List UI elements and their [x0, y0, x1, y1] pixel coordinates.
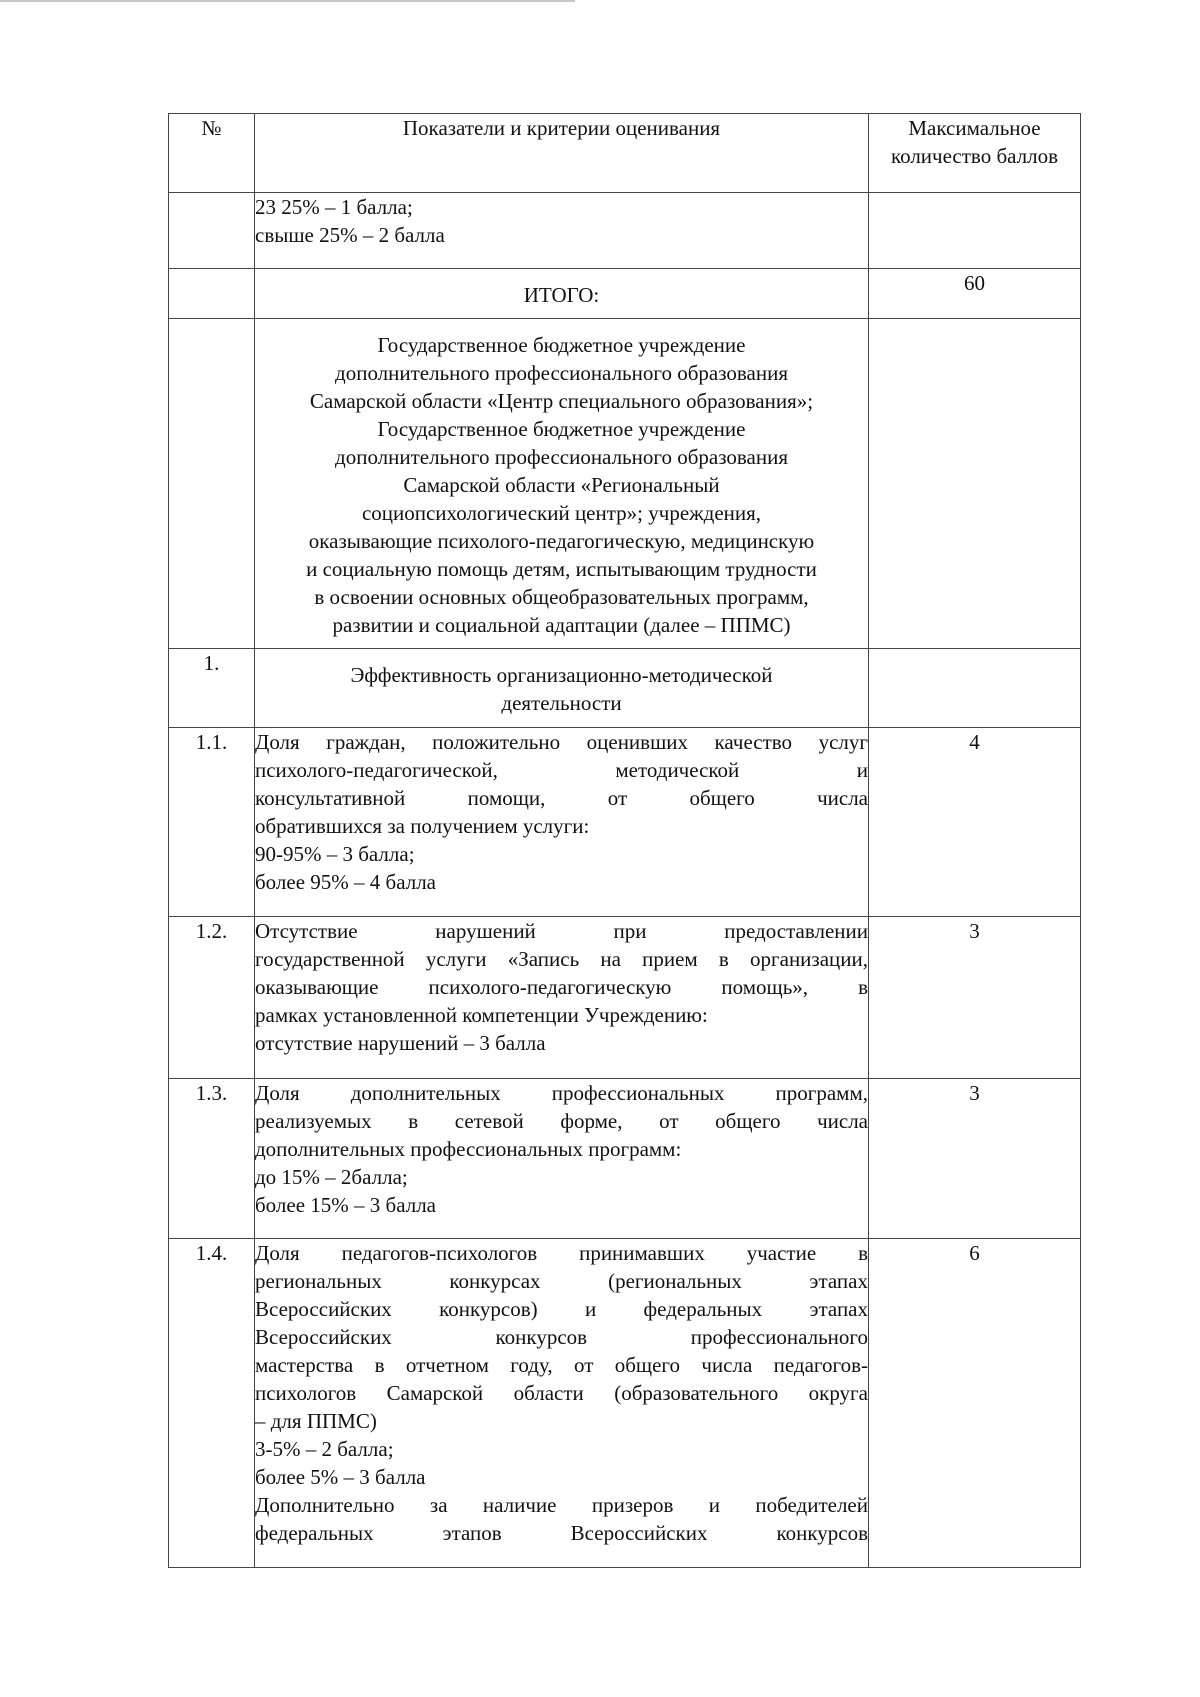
row-max [869, 319, 1081, 649]
row-max: 3 [869, 1079, 1081, 1239]
row-criteria [255, 1239, 869, 1568]
table-row [169, 917, 1081, 1079]
criteria-line: свыше 25% – 2 балла [255, 223, 445, 247]
criteria-line: Эффективность организационно-методической [350, 663, 773, 687]
criteria-line: – для ППМС) [255, 1409, 377, 1433]
criteria-line: отсутствие нарушений – 3 балла [255, 1031, 546, 1055]
table-header-row [169, 114, 1081, 193]
criteria-line: Отсутствие нарушений при предоставлении [255, 919, 868, 943]
row-num [169, 269, 255, 319]
criteria-line: Дополнительно за наличие призеров и победителей [255, 1493, 868, 1517]
section-line: и социальную помощь детям, испытывающим трудности [306, 557, 817, 581]
row-num [169, 319, 255, 649]
header-criteria [255, 114, 869, 193]
header-max [869, 114, 1081, 193]
section-line: Самарской области «Региональный [403, 473, 720, 497]
section-line: Государственное бюджетное учреждение [377, 333, 746, 357]
criteria-line: 90-95% – 3 балла; [255, 842, 415, 866]
criteria-table [168, 113, 1081, 1568]
section-line: Государственное бюджетное учреждение [377, 417, 746, 441]
total-label: ИТОГО: [523, 283, 600, 307]
row-criteria [255, 1079, 869, 1239]
criteria-line: психолого-педагогической, методической и [255, 758, 868, 782]
row-max [869, 193, 1081, 269]
table-row-section [169, 319, 1081, 649]
row-num: 1.4. [169, 1239, 255, 1568]
criteria-line: Доля граждан, положительно оценивших качество услуг [255, 730, 868, 754]
header-num [169, 114, 255, 193]
header-criteria-text: Показатели и критерии оценивания [402, 116, 721, 140]
criteria-line: деятельности [501, 691, 622, 715]
row-criteria [255, 193, 869, 269]
table-row-total [169, 269, 1081, 319]
criteria-line: до 15% – 2балла; [255, 1165, 408, 1189]
row-max [869, 649, 1081, 728]
criteria-line: Всероссийских конкурсов профессионального [255, 1325, 868, 1349]
row-criteria [255, 319, 869, 649]
header-num-text: № [201, 116, 222, 140]
section-line: дополнительного профессионального образования [335, 361, 788, 385]
section-line: Самарской области «Центр специального образования»; [309, 389, 814, 413]
table-row [169, 1079, 1081, 1239]
row-num: 1. [169, 649, 255, 728]
table-row [169, 1239, 1081, 1568]
row-num [169, 193, 255, 269]
criteria-line: Всероссийских конкурсов) и федеральных этапах [255, 1297, 868, 1321]
criteria-line: Доля педагогов-психологов принимавших участие в [255, 1241, 868, 1265]
criteria-line: государственной услуги «Запись на прием в организации, [255, 947, 868, 971]
criteria-line: консультативной помощи, от общего числа [255, 786, 868, 810]
criteria-line: дополнительных профессиональных программ: [255, 1137, 682, 1161]
criteria-line: более 15% – 3 балла [255, 1193, 436, 1217]
row-max: 6 [869, 1239, 1081, 1568]
section-line: в освоении основных общеобразовательных программ, [314, 585, 809, 609]
table-row [169, 728, 1081, 917]
row-max: 3 [869, 917, 1081, 1079]
section-line: развитии и социальной адаптации (далее – ППМС) [332, 613, 791, 637]
criteria-line: обратившихся за получением услуги: [255, 814, 590, 838]
row-num: 1.1. [169, 728, 255, 917]
criteria-line: психологов Самарской области (образовательного округа [255, 1381, 868, 1405]
table-row [169, 649, 1081, 728]
row-criteria [255, 917, 869, 1079]
criteria-line: региональных конкурсах (региональных этапах [255, 1269, 868, 1293]
row-criteria [255, 728, 869, 917]
section-line: дополнительного профессионального образования [335, 445, 788, 469]
row-max: 60 [869, 269, 1081, 319]
criteria-line: рамках установленной компетенции Учреждению: [255, 1003, 708, 1027]
criteria-line: 3-5% – 2 балла; [255, 1437, 394, 1461]
section-line: оказывающие психолого-педагогическую, медицинскую [308, 529, 815, 553]
table-row [169, 193, 1081, 269]
criteria-line: Доля дополнительных профессиональных программ, [255, 1081, 868, 1105]
row-num: 1.3. [169, 1079, 255, 1239]
row-num: 1.2. [169, 917, 255, 1079]
criteria-line: оказывающие психолого-педагогическую помощь», в [255, 975, 868, 999]
scan-edge [0, 0, 575, 2]
criteria-line: федеральных этапов Всероссийских конкурсов [255, 1521, 868, 1545]
document-page [168, 113, 1080, 1568]
row-max: 4 [869, 728, 1081, 917]
row-criteria [255, 649, 869, 728]
row-criteria [255, 269, 869, 319]
criteria-line: 23 25% – 1 балла; [255, 195, 413, 219]
criteria-line: более 95% – 4 балла [255, 870, 436, 894]
section-line: социопсихологический центр»; учреждения, [361, 501, 762, 525]
criteria-line: мастерства в отчетном году, от общего числа педагогов- [255, 1353, 868, 1377]
header-max-line1: Максимальное [908, 116, 1041, 140]
criteria-line: реализуемых в сетевой форме, от общего числа [255, 1109, 868, 1133]
criteria-line: более 5% – 3 балла [255, 1465, 426, 1489]
header-max-line2: количество баллов [890, 144, 1059, 168]
